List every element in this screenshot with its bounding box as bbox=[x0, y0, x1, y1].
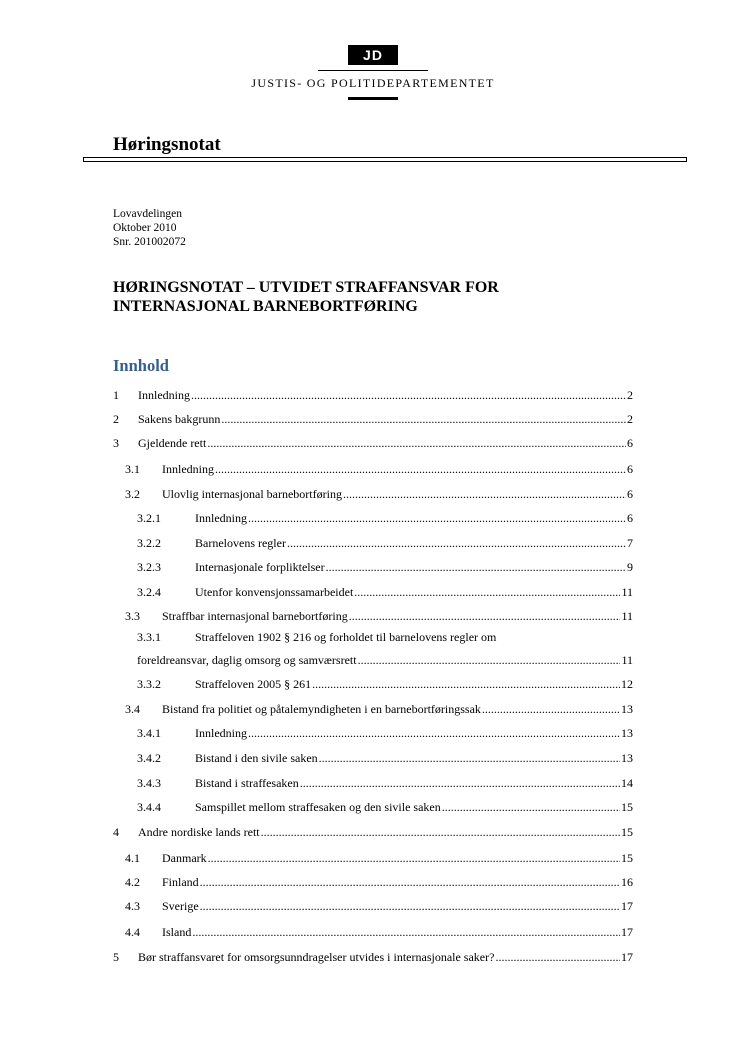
toc-entry-number: 3.4.3 bbox=[137, 776, 161, 790]
toc-entry-number: 4 bbox=[113, 825, 119, 839]
document-title: HØRINGSNOTAT – UTVIDET STRAFFANSVAR FOR INTERNASJONAL BARNEBORTFØRING bbox=[113, 279, 499, 315]
toc-entry-text: Straffbar internasjonal barnebortføring bbox=[162, 609, 348, 623]
toc-leader-dots bbox=[248, 726, 620, 740]
toc-entry-page: 9 bbox=[627, 560, 633, 574]
toc-entry-page: 11 bbox=[621, 609, 633, 623]
toc-entry[interactable] bbox=[125, 487, 633, 501]
toc-leader-dots bbox=[495, 950, 620, 964]
toc-entry-number: 3 bbox=[113, 436, 119, 450]
toc-entry-text: Island bbox=[162, 925, 192, 939]
toc-entry[interactable] bbox=[113, 825, 633, 839]
toc-entry-text: Straffeloven 1902 § 216 og forholdet til barnelovens regler om bbox=[195, 630, 497, 644]
toc-leader-dots bbox=[215, 462, 626, 476]
title-rule bbox=[83, 157, 687, 162]
toc-entry-number: 3.2.2 bbox=[137, 536, 161, 550]
toc-leader-dots bbox=[442, 800, 620, 814]
toc-entry-text: Bør straffansvaret for omsorgsunndragelser utvides i internasjonale saker? bbox=[138, 950, 495, 964]
toc-entry[interactable] bbox=[125, 462, 633, 476]
toc-entry[interactable] bbox=[137, 560, 633, 574]
toc-entry[interactable] bbox=[137, 511, 633, 525]
toc-leader-dots bbox=[207, 436, 626, 450]
toc-entry[interactable] bbox=[137, 726, 633, 740]
toc-entry[interactable] bbox=[137, 677, 633, 691]
toc-entry[interactable] bbox=[113, 412, 633, 426]
toc-entry[interactable] bbox=[125, 925, 633, 939]
toc-entry[interactable] bbox=[125, 609, 633, 623]
toc-entry[interactable] bbox=[137, 800, 633, 814]
toc-entry-number: 3.2.3 bbox=[137, 560, 161, 574]
toc-entry-text: Danmark bbox=[162, 851, 207, 865]
toc-entry[interactable] bbox=[125, 899, 633, 913]
toc-entry-number: 3.3.1 bbox=[137, 630, 161, 644]
toc-entry[interactable] bbox=[125, 702, 633, 716]
toc-entry-page: 13 bbox=[621, 751, 633, 765]
toc-leader-dots bbox=[221, 412, 626, 426]
toc-entry-page: 11 bbox=[621, 653, 633, 667]
toc-entry-page: 14 bbox=[621, 776, 633, 790]
toc-entry-number: 4.1 bbox=[125, 851, 140, 865]
toc-entry-text: Innledning bbox=[138, 388, 190, 402]
toc-entry[interactable] bbox=[113, 950, 633, 964]
toc-leader-dots bbox=[192, 925, 620, 939]
toc-leader-dots bbox=[300, 776, 620, 790]
toc-entry-page: 17 bbox=[621, 950, 633, 964]
toc-entry[interactable] bbox=[113, 436, 633, 450]
toc-entry-page: 2 bbox=[627, 388, 633, 402]
toc-leader-dots bbox=[312, 677, 620, 691]
toc-entry-number: 4.4 bbox=[125, 925, 140, 939]
toc-leader-dots bbox=[248, 511, 626, 525]
meta-date: Oktober 2010 bbox=[113, 222, 177, 234]
toc-entry-number: 2 bbox=[113, 412, 119, 426]
toc-entry-text: Andre nordiske lands rett bbox=[138, 825, 260, 839]
ministry-name: JUSTIS- OG POLITIDEPARTEMENTET bbox=[251, 76, 495, 90]
toc-entry-number: 3.2.1 bbox=[137, 511, 161, 525]
toc-leader-dots bbox=[208, 851, 620, 865]
toc-entry-page: 17 bbox=[621, 925, 633, 939]
toc-entry-text: Bistand i straffesaken bbox=[195, 776, 299, 790]
document-meta bbox=[113, 207, 186, 249]
toc-entry-number: 3.4.4 bbox=[137, 800, 161, 814]
toc-entry-number: 3.4.1 bbox=[137, 726, 161, 740]
toc-entry-page: 7 bbox=[627, 536, 633, 550]
toc-leader-dots bbox=[354, 585, 620, 599]
toc-entry-text: Finland bbox=[162, 875, 199, 889]
logo-line-top bbox=[318, 70, 428, 71]
toc-entry[interactable] bbox=[137, 776, 633, 790]
toc-entry-page: 16 bbox=[621, 875, 633, 889]
toc-entry[interactable] bbox=[125, 851, 633, 865]
toc-entry-text: Internasjonale forpliktelser bbox=[195, 560, 325, 574]
toc-heading: Innhold bbox=[113, 356, 169, 375]
toc-entry-text: Ulovlig internasjonal barnebortføring bbox=[162, 487, 342, 501]
toc-entry-number: 3.2.4 bbox=[137, 585, 161, 599]
toc-entry-text: Barnelovens regler bbox=[195, 536, 286, 550]
toc-entry-number: 3.2 bbox=[125, 487, 140, 501]
toc-leader-dots bbox=[343, 487, 626, 501]
toc-entry-number: 4.2 bbox=[125, 875, 140, 889]
toc-entry-number: 3.3 bbox=[125, 609, 140, 623]
toc-entry-number: 1 bbox=[113, 388, 119, 402]
toc-entry-text: Innledning bbox=[195, 726, 247, 740]
toc-entry-text: Sverige bbox=[162, 899, 199, 913]
toc-entry[interactable] bbox=[125, 875, 633, 889]
toc-entry-text: Bistand fra politiet og påtalemyndigheten i en barnebortføringssak bbox=[162, 702, 481, 716]
toc-entry-page: 11 bbox=[621, 585, 633, 599]
toc-entry[interactable] bbox=[137, 536, 633, 550]
toc-entry-number: 5 bbox=[113, 950, 119, 964]
toc-entry-text: Sakens bakgrunn bbox=[138, 412, 221, 426]
toc-entry-page: 6 bbox=[627, 511, 633, 525]
toc-entry-text: Innledning bbox=[162, 462, 214, 476]
toc-entry-text: Gjeldende rett bbox=[138, 436, 207, 450]
toc-entry-page: 6 bbox=[627, 487, 633, 501]
toc-entry-text: Innledning bbox=[195, 511, 247, 525]
toc-entry-text: Bistand i den sivile saken bbox=[195, 751, 318, 765]
toc-leader-dots bbox=[319, 751, 620, 765]
toc-entry-text-continued: foreldreansvar, daglig omsorg og samværsrett bbox=[137, 653, 357, 667]
toc-leader-dots bbox=[261, 825, 620, 839]
meta-reference: Snr. 201002072 bbox=[113, 236, 186, 248]
toc-entry-number: 3.1 bbox=[125, 462, 140, 476]
toc-entry-page: 13 bbox=[621, 726, 633, 740]
toc-entry[interactable] bbox=[137, 751, 633, 765]
toc-entry-number: 3.4 bbox=[125, 702, 140, 716]
logo-box: JD bbox=[348, 45, 398, 65]
toc-leader-dots bbox=[482, 702, 620, 716]
toc-entry-page: 17 bbox=[621, 899, 633, 913]
meta-department: Lovavdelingen bbox=[113, 208, 182, 220]
toc-entry-first-line[interactable] bbox=[137, 630, 496, 644]
toc-entry-page: 6 bbox=[627, 436, 633, 450]
logo-line-bottom bbox=[348, 97, 398, 100]
toc-entry-text: Straffeloven 2005 § 261 bbox=[195, 677, 312, 691]
toc-leader-dots bbox=[326, 560, 626, 574]
toc-leader-dots bbox=[349, 609, 621, 623]
toc-entry-number: 4.3 bbox=[125, 899, 140, 913]
toc-leader-dots bbox=[287, 536, 626, 550]
toc-entry-text: Utenfor konvensjonssamarbeidet bbox=[195, 585, 354, 599]
toc-entry-page: 15 bbox=[621, 851, 633, 865]
toc-leader-dots bbox=[200, 899, 620, 913]
toc-entry-page: 6 bbox=[627, 462, 633, 476]
toc-entry-page: 13 bbox=[621, 702, 633, 716]
toc-entry-page: 15 bbox=[621, 800, 633, 814]
toc-leader-dots bbox=[358, 653, 621, 667]
toc-entry-number: 3.3.2 bbox=[137, 677, 161, 691]
toc-entry[interactable] bbox=[137, 653, 633, 667]
toc-leader-dots bbox=[191, 388, 626, 402]
toc-leader-dots bbox=[200, 875, 620, 889]
toc-entry-page: 2 bbox=[627, 412, 633, 426]
toc-entry-number: 3.4.2 bbox=[137, 751, 161, 765]
toc-entry-text: Samspillet mellom straffesaken og den sivile saken bbox=[195, 800, 441, 814]
toc-entry-page: 15 bbox=[621, 825, 633, 839]
document-type: Høringsnotat bbox=[113, 134, 221, 155]
toc-entry-page: 12 bbox=[621, 677, 633, 691]
toc-entry[interactable] bbox=[137, 585, 633, 599]
toc-entry[interactable] bbox=[113, 388, 633, 402]
